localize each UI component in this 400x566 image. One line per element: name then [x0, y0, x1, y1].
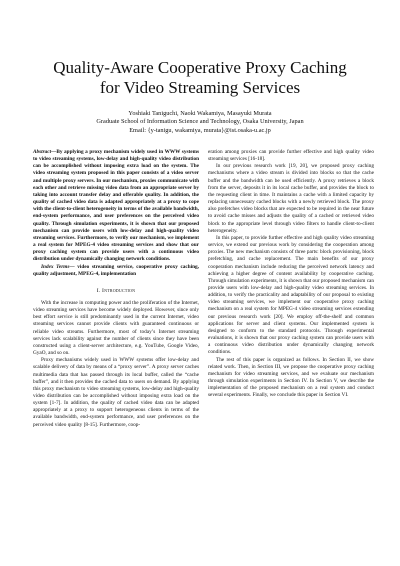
right-paragraph-2: In this paper, to provide further effective and high quality video streaming service, we extend our previous work by considering the cooperation among proxies. The new mechanism consists of three parts: block provisioning, block prefetching, and cache replacement. The main benefits of our proxy cooperation mechanism include reducing the perceived network latency and achieving a higher degree of content availability by cooperative caching. Through simulation experiments, it is shown that our proposed mechanism can provide users with low-delay and high-quality video streaming services. In addition, to verify the practicality and adaptability of our proposal to existing video streaming services, we implement our cooperative proxy caching mechanism on a real system for MPEG-4 video streaming services extending our previous research work [20]. We employ off-the-shelf and common applications for server and client systems. Our implemented system is designed to conform to the standard protocols. Through experimental evaluations, it is shown that our proxy caching system can provide users with a continuous video distribution under dynamically changing network conditions.	[208, 234, 374, 356]
author-names: Yoshiaki Taniguchi, Naoki Wakamiya, Masayuki Murata	[128, 110, 272, 117]
index-terms-lead: Index Terms	[41, 263, 70, 270]
intro-paragraph-2: Proxy mechanisms widely used in WWW systems offer low-delay and scalable delivery of data by means of a “proxy server”. A proxy server caches multimedia data that has passed through its local buffer, called the “cache buffer”, and it then provides the cached data to users on demand. By applying this proxy mechanism to video streaming systems, low-delay and high-quality video distribution can be accomplished without imposing extra load on the system [1-7]. In addition, the quality of cached video data can be adapted appropriately at a proxy to support heterogeneous clients in terms of the available bandwidth, end-system performance, and user preferences on the perceived video quality [8-15]. Furthermore, coop-	[33, 357, 199, 428]
abstract-lead: Abstract	[33, 149, 52, 155]
right-paragraph-0: eration among proxies can provide further effective and high quality video streaming services [16-18].	[208, 149, 374, 163]
author-affiliation: Graduate School of Information Science and Technology, Osaka University, Japan	[96, 118, 304, 126]
author-email: Email: {y-tanigu, wakamiya, murata}@ist.osaka-u.ac.jp	[129, 126, 271, 134]
abstract	[33, 149, 199, 264]
author-block	[30, 110, 370, 135]
title-line-2: for Video Streaming Services	[99, 78, 301, 97]
abstract-text: —By applying a proxy mechanism widely used in WWW systems to video streaming systems, low-delay and high-quality video distribution can be accomplished without imposing extra load on the system. The video streaming system proposed in this paper consists of a video server and multiple proxy servers. In our mechanism, proxies communicate with each other and retrieve missing video data from an appropriate server by taking into account transfer delay and offerable quality. In addition, the quality of cached video data is adapted appropriately at a proxy to cope with the client-to-client heterogeneity in terms of the available bandwidth, end-system performance, and user preferences on the perceived video quality. Through simulation experiments, it is shown that our proposed mechanism can provide users with low-delay and high-quality video streaming services. Furthermore, to verify our mechanism, we implement a real system for MPEG-4 video streaming services and show that our proxy caching system can provide users with a continuous video distribution under dynamically changing network conditions.	[33, 149, 199, 263]
right-paragraph-1: In our previous research work [19, 20], we proposed proxy caching mechanisms where a video stream is divided into blocks so that the cache buffer and the bandwidth can be used efficiently. A proxy retrieves a block from the server, deposits it in its local cache buffer, and provides the block to the requesting client in time. It maintains a cache with a limited capacity by replacing unnecessary cached blocks with a newly retrieved block. The proxy also prefetches video blocks that are expected to be required in the near future to avoid cache misses and adjusts the quality of a cached or retrieved video block to the appropriate level through video filters to handle client-to-client heterogeneity.	[208, 163, 374, 234]
title-line-1: Quality-Aware Cooperative Proxy Caching	[53, 58, 347, 77]
index-terms-text: — video streaming service, cooperative proxy caching, quality adjustment, MPEG-4, implementation	[33, 263, 199, 277]
left-column	[33, 149, 199, 429]
right-paragraph-3: The rest of this paper is organized as follows. In Section II, we show related work. Then, in Section III, we propose the cooperative proxy caching mechanism for video streaming services, and we evaluate our mechanism through simulation experiments in Section IV. In Section V, we describe the implementation of the proposed mechanism on a real system and conduct several experiments. Finally, we conclude this paper in Section VI.	[208, 356, 374, 399]
right-column	[208, 149, 374, 399]
section-heading-introduction: I. Introduction	[96, 287, 136, 294]
index-terms	[33, 264, 199, 278]
intro-paragraph-1: With the increase in computing power and the proliferation of the Internet, video streaming services have become widely deployed. However, since only best effort service is still predominantly used in the current Internet, video streaming services cannot provide clients with guaranteed continuous or reliable video streams. Furthermore, most of today’s Internet streaming services lack scalability against the number of clients since they have been constructed using a client-server architecture, e.g. YouTube, Google Video, GyaO, and so on.	[33, 299, 199, 357]
paper-title	[30, 58, 370, 98]
